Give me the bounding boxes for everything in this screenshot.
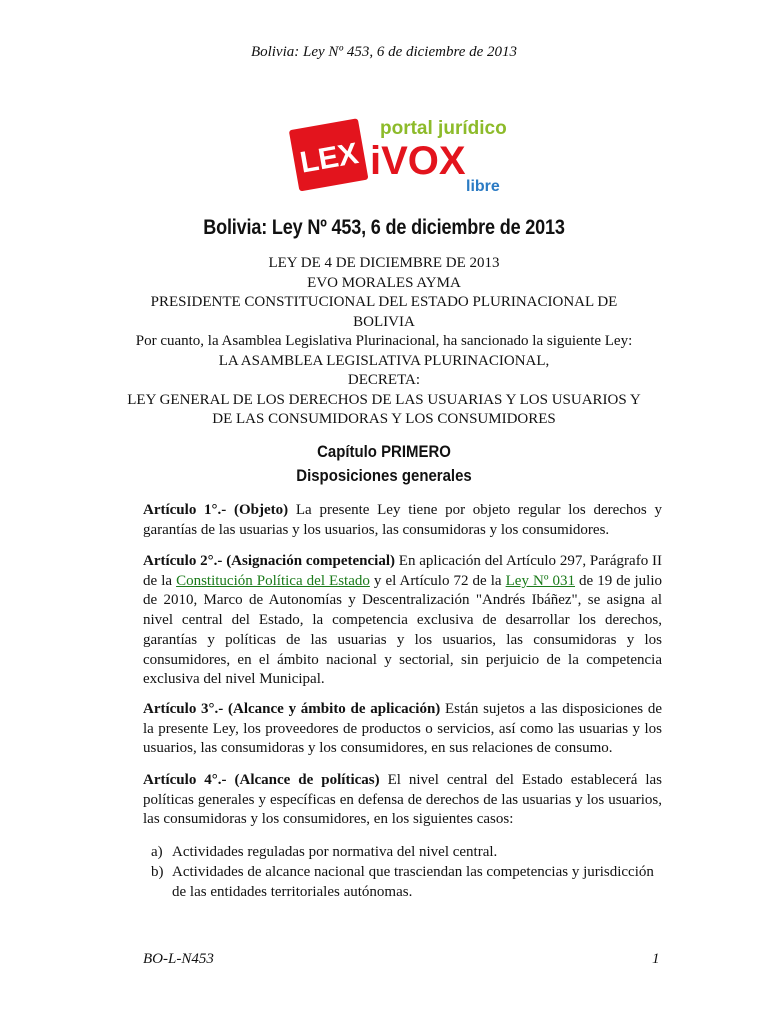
article-2-text-a: En aplicación del Artículo 297, Parágrafo II de la <box>143 553 662 589</box>
article-4 <box>143 771 662 830</box>
preamble-law-name: LEY GENERAL DE LOS DERECHOS DE LAS USUARIAS Y LOS USUARIOS Y DE LAS CONSUMIDORAS Y LOS CONSUMIDORES <box>127 391 641 427</box>
document-title: Bolivia: Ley Nº 453, 6 de diciembre de 2013 <box>203 216 565 239</box>
list-item-text: Actividades reguladas por normativa del nivel central. <box>172 844 498 860</box>
logo-sub: libre <box>466 178 500 194</box>
chapter-heading <box>46 440 722 488</box>
preamble-sanction: Por cuanto, la Asamblea Legislativa Plurinacional, ha sancionado la siguiente Ley: <box>135 333 633 349</box>
article-4-heading: Artículo 4°.- (Alcance de políticas) <box>143 772 380 788</box>
article-2-text-b: y el Artículo 72 de la <box>369 572 506 589</box>
preamble-office: PRESIDENTE CONSTITUCIONAL DEL ESTADO PLURINACIONAL DE BOLIVIA <box>150 294 618 330</box>
article-3-heading: Artículo 3°.- (Alcance y ámbito de aplicación) <box>143 701 441 717</box>
article-3-text: Están sujetos a las disposiciones de la presente Ley, los proveedores de productos o servicios, así como las usuarias y los usuarios, las consumidoras y los consumidores, en sus relaciones de consumo. <box>143 701 662 757</box>
list-item-text: Actividades de alcance nacional que trasciendan las competencias y jurisdicción de las entidades territoriales autónomas. <box>172 864 654 900</box>
footer-code: BO-L-N453 <box>143 951 214 967</box>
chapter-number: Capítulo PRIMERO <box>317 442 451 461</box>
preamble-decrees: DECRETA: <box>347 372 421 388</box>
article-2-text-c: de 19 de julio de 2010, Marco de Autonomías y Descentralización "Andrés Ibáñez", se asigna al nivel central del Estado, la competencia exclusiva de desarrollar los derechos, garantías y políticas de las usuarias y los usuarios, las consumidoras y los consumidores, en el ámbito nacional y sectorial, sin perjuicio de la competencia exclusiva del nivel Municipal. <box>143 572 663 688</box>
law-preamble <box>120 254 648 430</box>
preamble-date: LEY DE 4 DE DICIEMBRE DE 2013 <box>268 255 500 271</box>
logo-mark-text: LEX <box>297 136 361 180</box>
article-2 <box>143 552 662 690</box>
article-1 <box>143 501 662 540</box>
article-4-text: El nivel central del Estado establecerá las políticas generales y específicas en defensa de derechos de las usuarias y los usuarios, las consumidoras y los consumidores, en los siguientes casos: <box>143 772 662 828</box>
page-number: 1 <box>652 951 660 967</box>
article-2-heading: Artículo 2°.- (Asignación competencial) <box>143 553 395 569</box>
list-item <box>151 863 661 902</box>
lexivox-logo[interactable] <box>288 112 518 194</box>
constitution-link[interactable]: Constitución Política del Estado <box>176 572 370 589</box>
preamble-assembly: LA ASAMBLEA LEGISLATIVA PLURINACIONAL, <box>218 352 550 369</box>
list-marker: a) <box>151 844 163 860</box>
article-1-heading: Artículo 1°.- (Objeto) <box>143 502 289 518</box>
article-1-text: La presente Ley tiene por objeto regular los derechos y garantías de las usuarias y los usuarios, las consumidoras y los consumidores. <box>143 502 662 538</box>
chapter-name: Disposiciones generales <box>296 466 472 485</box>
law-031-link[interactable]: Ley Nº 031 <box>505 572 576 589</box>
logo-name: iVOX <box>370 139 466 183</box>
logo-tagline: portal jurídico <box>380 118 507 139</box>
article-3 <box>143 700 662 759</box>
running-header: Bolivia: Ley Nº 453, 6 de diciembre de 2013 <box>250 44 518 60</box>
list-marker: b) <box>151 864 164 880</box>
list-item <box>151 843 661 863</box>
preamble-president: EVO MORALES AYMA <box>307 274 461 291</box>
